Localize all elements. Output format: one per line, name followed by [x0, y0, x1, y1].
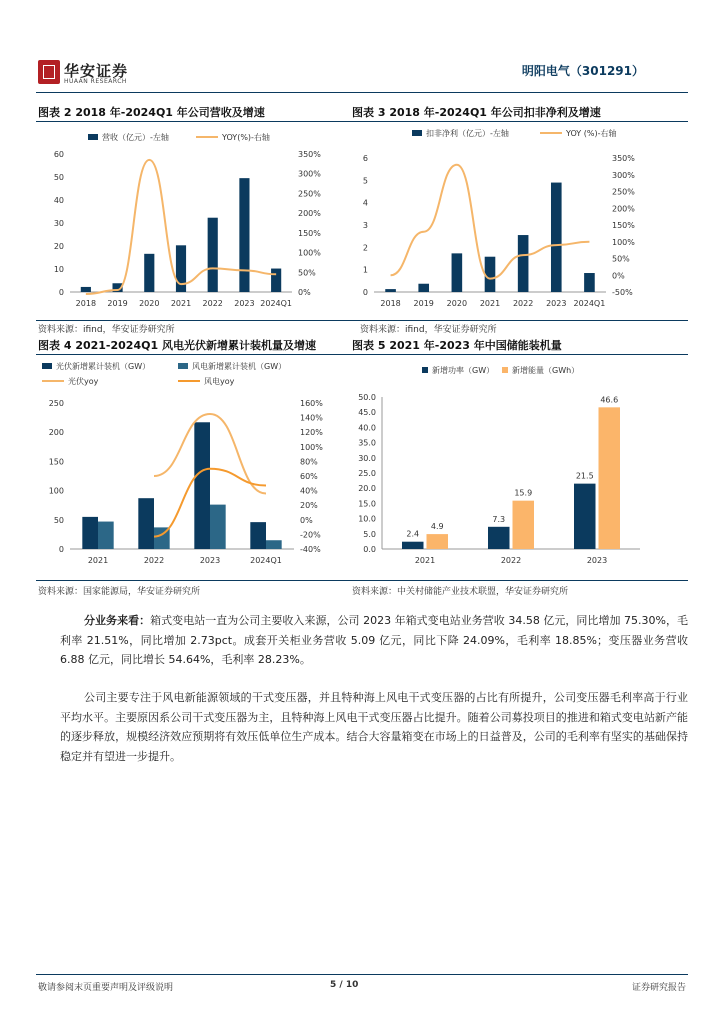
- left-axis-tick-label: 40: [53, 196, 64, 205]
- left-axis-tick-label: 10: [53, 265, 64, 274]
- bar-1-0: [551, 183, 562, 292]
- right-axis-tick-label: 250%: [298, 189, 321, 199]
- x-axis-tick-label: 2018: [380, 299, 401, 308]
- bar-3-1: [513, 501, 535, 549]
- left-axis-tick-label: 0.0: [363, 545, 376, 554]
- bar-2-0: [194, 422, 210, 549]
- bar-value-label: 4.9: [430, 522, 444, 532]
- paragraph-text: 箱式变电站一直为公司主要收入来源，公司 2023 年箱式变电站业务营收 34.58 亿元，同比增加 75.30%，毛利率 21.51%，同比增加 2.73pct。成套开关柜业务营收 5.09 亿元，同比下降 24.09%，毛利率 18.85%；变压器业务营收 6.88 亿元，同比增长 54.64%，毛利率 28.23%。: [60, 614, 688, 666]
- left-axis-tick-label: 3: [362, 221, 368, 230]
- brand-name-en: HUAAN RESEARCH: [64, 78, 127, 85]
- left-axis-tick-label: 25.0: [358, 469, 376, 478]
- bar-1-0: [418, 284, 429, 292]
- right-axis-tick-label: 0%: [612, 271, 625, 281]
- x-axis-tick-label: 2020: [139, 299, 160, 308]
- right-axis-tick-label: 60%: [300, 472, 318, 481]
- left-axis-tick-label: 35.0: [358, 438, 376, 448]
- left-axis-tick-label: 40.0: [358, 423, 376, 433]
- left-axis-tick-label: 60: [53, 150, 64, 159]
- business-analysis-paragraph: [60, 611, 688, 670]
- right-axis-tick-label: 140%: [300, 413, 323, 423]
- right-axis-tick-label: -20%: [300, 530, 321, 540]
- right-axis-tick-label: 100%: [612, 237, 635, 247]
- figure-row1-bottom: [36, 320, 688, 321]
- left-axis-tick-label: 20.0: [358, 484, 376, 494]
- x-axis-tick-label: 2022: [202, 299, 223, 308]
- figure-3-title: 图表 3 2018 年-2024Q1 年公司扣非净利及增速: [352, 106, 601, 119]
- right-axis-tick-label: 300%: [298, 169, 321, 179]
- right-axis-tick-label: 300%: [612, 170, 635, 180]
- bar-1-0: [452, 253, 463, 292]
- left-axis-tick-label: 250: [48, 399, 64, 408]
- left-axis-tick-label: 30: [53, 219, 64, 228]
- bar-3-1: [427, 534, 449, 549]
- bar-3-0: [574, 484, 596, 549]
- page-number: 5 / 10: [330, 980, 359, 990]
- left-axis-tick-label: 50: [53, 515, 64, 525]
- left-axis-tick-label: 100: [48, 486, 64, 496]
- legend-label: 新增能量（GWh）: [512, 366, 580, 375]
- bar-1-0: [385, 289, 396, 292]
- footer-doc-type: 证券研究报告: [631, 983, 686, 993]
- bar-2-1: [98, 522, 114, 549]
- right-axis-tick-label: 100%: [298, 248, 321, 258]
- bar-3-0: [402, 542, 424, 549]
- bar-value-label: 46.6: [600, 395, 619, 405]
- x-axis-tick-label: 2018: [75, 299, 97, 308]
- figure-2-title: 图表 2 2018 年-2024Q1 年公司营收及增速: [38, 106, 265, 119]
- right-axis-tick-label: 80%: [300, 457, 318, 467]
- right-axis-tick-label: -40%: [300, 545, 321, 554]
- figure-2-chart: [36, 124, 336, 320]
- figure-row2-bottom: [36, 580, 688, 581]
- bar-value-label: 15.9: [514, 488, 533, 498]
- bar-1-0: [584, 273, 595, 292]
- figure-4-title: 图表 4 2021-2024Q1 风电光伏新增累计装机量及增速: [38, 339, 316, 352]
- right-axis-tick-label: 250%: [612, 187, 635, 197]
- header-divider: [36, 92, 688, 93]
- right-axis-tick-label: 150%: [612, 221, 635, 230]
- paragraph-text: 公司主要专注于风电新能源领域的干式变压器，并且特种海上风电干式变压器的占比有所提升，公司变压器毛利率高于行业平均水平。主要原因系公司干式变压器为主，且特种海上风电干式变压器占比提升。随着公司募投项目的推进和箱式变电站新产能的逐步释放，规模经济效应预期将有效压低单位生产成本。结合大容量箱变在市场上的日益普及，公司的毛利率有坚实的基础保持稳定并有望进一步提升。: [60, 691, 688, 763]
- bar-value-label: 2.4: [406, 529, 420, 539]
- right-axis-tick-label: 0%: [298, 288, 311, 297]
- x-axis-tick-label: 2021: [479, 299, 501, 308]
- bar-0-0: [271, 269, 281, 292]
- legend-label: YOY(%)-右轴: [222, 133, 270, 142]
- bar-0-0: [239, 178, 249, 292]
- left-axis-tick-label: 15.0: [358, 499, 376, 509]
- x-axis-tick-label: 2022: [500, 556, 522, 565]
- legend-label: 风电yoy: [204, 377, 235, 386]
- left-axis-tick-label: 6: [362, 154, 368, 163]
- figure-5-chart: [350, 357, 650, 579]
- left-axis-tick-label: 50: [53, 173, 64, 182]
- left-axis-tick-label: 2: [362, 243, 368, 253]
- right-axis-tick-label: 0%: [300, 515, 313, 525]
- right-axis-tick-label: 50%: [298, 268, 316, 278]
- legend-label: 营收（亿元）-左轴: [102, 133, 169, 142]
- right-axis-tick-label: 150%: [298, 228, 321, 238]
- footer-divider: [36, 974, 688, 975]
- legend-label: 扣非净利（亿元）-左轴: [426, 129, 509, 138]
- figure-3-source: 资料来源：ifind，华安证券研究所: [360, 325, 497, 335]
- left-axis-tick-label: 5.0: [363, 529, 376, 539]
- x-axis-tick-label: 2023: [199, 556, 221, 565]
- right-axis-tick-label: 160%: [300, 399, 323, 408]
- right-axis-tick-label: 120%: [300, 428, 323, 438]
- x-axis-tick-label: 2022: [512, 299, 534, 308]
- x-axis-tick-label: 2023: [546, 299, 567, 308]
- legend-swatch: [412, 130, 422, 136]
- figure-4-chart: [36, 357, 336, 579]
- left-axis-tick-label: 10.0: [358, 514, 376, 524]
- left-axis-tick-label: 50.0: [358, 393, 376, 402]
- bar-value-label: 21.5: [575, 471, 594, 481]
- bar-value-label: 7.3: [492, 514, 506, 524]
- x-axis-tick-label: 2020: [446, 299, 468, 308]
- legend-label: 光伏yoy: [68, 377, 99, 386]
- bar-3-1: [599, 407, 621, 549]
- right-axis-tick-label: 20%: [300, 501, 318, 511]
- legend-swatch: [178, 363, 188, 369]
- legend-label: 风电新增累计装机（GW）: [192, 362, 287, 371]
- x-axis-tick-label: 2023: [234, 299, 255, 308]
- bar-2-0: [82, 517, 98, 549]
- x-axis-tick-label: 2019: [413, 299, 434, 308]
- right-axis-tick-label: 350%: [612, 154, 635, 163]
- brand-logo-icon: [38, 60, 60, 84]
- left-axis-tick-label: 5: [362, 176, 368, 186]
- left-axis-tick-label: 20: [53, 242, 64, 251]
- figure-4-source: 资料来源：国家能源局，华安证券研究所: [38, 587, 201, 597]
- x-axis-tick-label: 2024Q1: [260, 299, 293, 308]
- bar-1-0: [518, 235, 529, 292]
- x-axis-tick-label: 2021: [87, 556, 109, 565]
- bar-1-0: [485, 257, 496, 292]
- legend-swatch: [422, 367, 428, 373]
- left-axis-tick-label: 150: [48, 457, 64, 467]
- legend-label: 光伏新增累计装机（GW）: [56, 362, 151, 371]
- x-axis-tick-label: 2023: [586, 556, 608, 565]
- right-axis-tick-label: -50%: [612, 288, 633, 297]
- left-axis-tick-label: 4: [362, 198, 368, 208]
- left-axis-tick-label: 1: [362, 265, 368, 275]
- bar-0-0: [208, 218, 218, 292]
- right-axis-tick-label: 100%: [300, 442, 323, 452]
- left-axis-tick-label: 0: [58, 288, 64, 297]
- bar-3-0: [488, 527, 510, 549]
- figure-2-source: 资料来源：ifind，华安证券研究所: [38, 325, 175, 335]
- left-axis-tick-label: 45.0: [358, 408, 376, 418]
- left-axis-tick-label: 0: [362, 288, 368, 297]
- brand-name: 华安证券: [64, 62, 129, 80]
- legend-swatch: [42, 363, 52, 369]
- legend-label: 新增功率（GW）: [432, 366, 495, 375]
- figure-3-chart: [350, 124, 650, 320]
- right-axis-tick-label: 40%: [300, 486, 318, 496]
- x-axis-tick-label: 2024Q1: [250, 556, 282, 565]
- bar-2-0: [138, 498, 154, 549]
- right-axis-tick-label: 200%: [612, 204, 635, 214]
- bar-2-1: [210, 505, 226, 549]
- x-axis-tick-label: 2024Q1: [573, 299, 606, 308]
- legend-swatch: [502, 367, 508, 373]
- figure-5-title: 图表 5 2021 年-2023 年中国储能装机量: [352, 339, 562, 352]
- right-axis-tick-label: 50%: [612, 254, 630, 264]
- paragraph-lead: 分业务来看：: [84, 614, 151, 627]
- transformer-paragraph: [60, 688, 688, 766]
- bar-0-0: [81, 287, 91, 292]
- legend-swatch: [88, 134, 98, 140]
- left-axis-tick-label: 0: [58, 545, 64, 554]
- bar-0-0: [144, 254, 154, 292]
- figure-5-source: 资料来源：中关村储能产业技术联盟，华安证券研究所: [352, 587, 569, 597]
- left-axis-tick-label: 30.0: [358, 453, 376, 463]
- x-axis-tick-label: 2021: [414, 556, 436, 565]
- company-title: 明阳电气（301291）: [521, 64, 644, 78]
- figure-row2-divider: [36, 354, 688, 355]
- left-axis-tick-label: 200: [48, 428, 64, 438]
- x-axis-tick-label: 2019: [107, 299, 128, 308]
- figure-row1-divider: [36, 121, 688, 122]
- legend-label: YOY (%)-右轴: [566, 129, 617, 138]
- right-axis-tick-label: 350%: [298, 150, 321, 159]
- bar-2-1: [266, 540, 282, 549]
- footer-disclaimer: 敬请参阅末页重要声明及评级说明: [38, 983, 174, 993]
- x-axis-tick-label: 2022: [143, 556, 165, 565]
- x-axis-tick-label: 2021: [170, 299, 192, 308]
- right-axis-tick-label: 200%: [298, 209, 321, 219]
- bar-2-0: [250, 522, 266, 549]
